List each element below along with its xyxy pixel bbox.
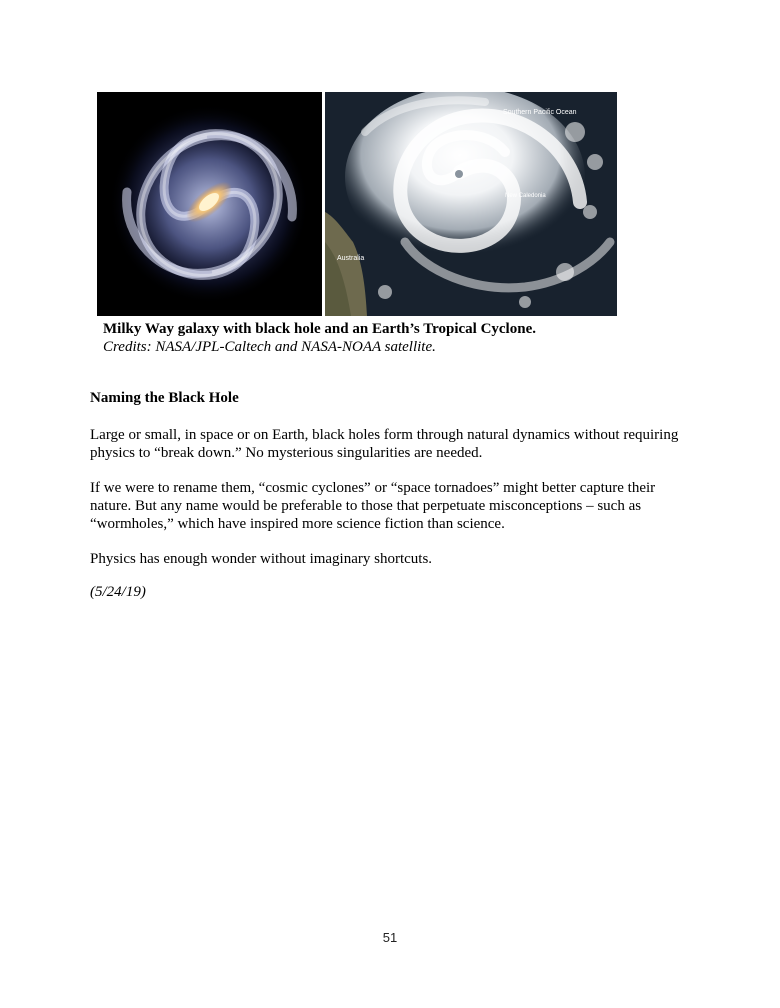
- paragraph-2: If we were to rename them, “cosmic cyclones” or “space tornadoes” might better capture their nature. But any name would be preferable to those that perpetuate misconceptions – such as “wormholes,” which have inspired more science fiction than science.: [90, 480, 656, 532]
- galaxy-illustration: [97, 92, 322, 316]
- caption-title: Milky Way galaxy with black hole and an Earth’s Tropical Cyclone.: [103, 321, 536, 337]
- map-label-ocean: Southern Pacific Ocean: [503, 109, 577, 116]
- section-heading: Naming the Black Hole: [90, 390, 239, 406]
- figure: [97, 92, 617, 316]
- tropical-cyclone-satellite-image: [325, 92, 617, 316]
- caption-credits: Credits: NASA/JPL-Caltech and NASA-NOAA satellite.: [103, 339, 436, 355]
- map-label-island: New Caledonia: [505, 193, 546, 199]
- paragraph-1: Large or small, in space or on Earth, black holes form through natural dynamics without requiring physics to “break down.” No mysterious singularities are needed.: [90, 427, 679, 461]
- figure-caption: [103, 320, 536, 356]
- milky-way-galaxy-image: [97, 92, 322, 316]
- cyclone-illustration: [325, 92, 617, 316]
- page-number: 51: [382, 930, 398, 945]
- date-note: (5/24/19): [90, 584, 146, 600]
- map-label-land: Australia: [337, 255, 365, 262]
- paragraph-3: Physics has enough wonder without imaginary shortcuts.: [90, 551, 433, 567]
